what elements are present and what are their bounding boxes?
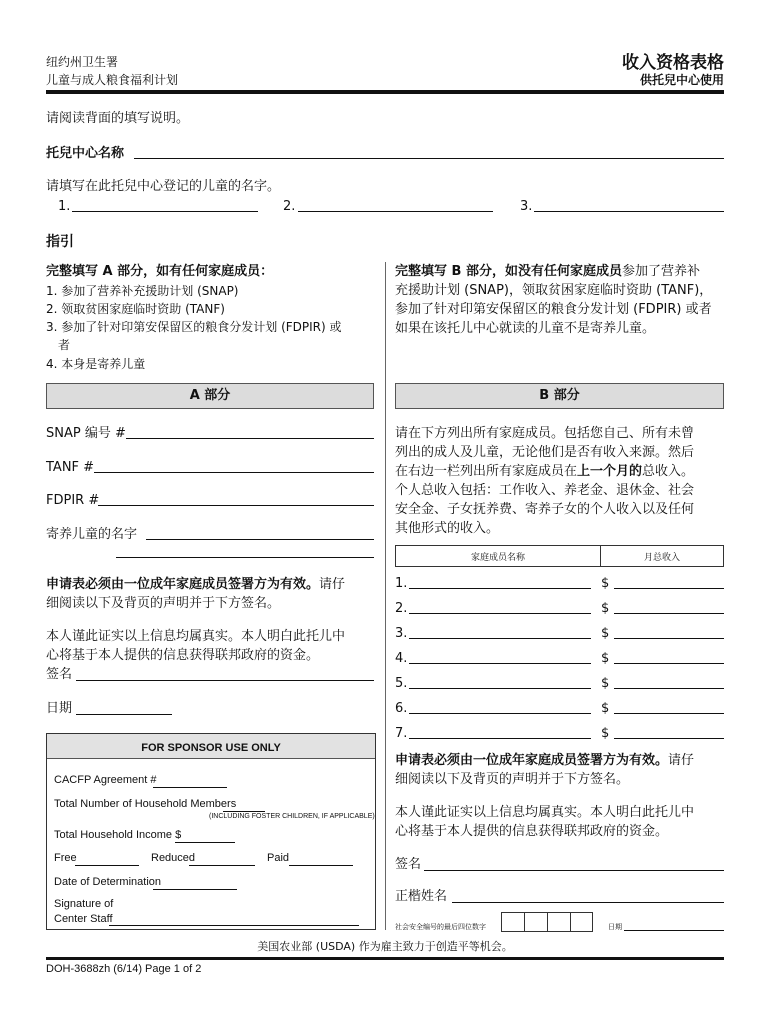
- directions-heading: 指引: [46, 234, 74, 250]
- column-divider: [385, 262, 386, 930]
- including-note: (INCLUDING FOSTER CHILDREN, IF APPLICABLE): [209, 813, 375, 820]
- part-a-header: A 部分: [46, 383, 374, 409]
- ssn-label: 社会安全编号的最后四位数字: [395, 923, 486, 931]
- tanf-number-field[interactable]: [94, 472, 374, 473]
- form-subtitle: 供托兒中心使用: [639, 73, 724, 87]
- certification-text-cont: 心将基于本人提供的信息获得联邦政府的资金。: [46, 648, 320, 663]
- child-name-field-3[interactable]: [534, 211, 724, 212]
- criteria-item: 2. 领取贫困家庭临时资助 (TANF): [46, 302, 225, 316]
- free-field[interactable]: [75, 865, 139, 866]
- reduced-field[interactable]: [189, 865, 255, 866]
- part-b-intro: 完整填写 B 部分，如没有任何家庭成员参加了营养补: [395, 264, 700, 279]
- child-num-2: 2.: [283, 199, 296, 214]
- paid-field[interactable]: [289, 865, 353, 866]
- member-name-header: 家庭成员名称: [470, 553, 525, 563]
- child-num-3: 3.: [520, 199, 533, 214]
- criteria-item: 者: [58, 338, 71, 352]
- child-name-field-1[interactable]: [72, 211, 258, 212]
- dollar-sign: $: [601, 651, 610, 666]
- monthly-income-header: 月总收入: [643, 553, 680, 563]
- household-table-header: [395, 545, 724, 567]
- cacfp-field[interactable]: [153, 787, 227, 788]
- criteria-item: 1. 参加了营养补充援助计划 (SNAP): [46, 284, 239, 298]
- household-row-number: 2.: [395, 601, 408, 616]
- household-member-name-field[interactable]: [409, 663, 591, 664]
- household-row-number: 3.: [395, 626, 408, 641]
- household-row-number: 6.: [395, 701, 408, 716]
- monthly-income-field[interactable]: [614, 738, 724, 739]
- household-members-label: Total Number of Household Members: [54, 798, 237, 810]
- sponsor-box-header: FOR SPONSOR USE ONLY: [47, 734, 375, 759]
- sign-requirement: 申请表必须由一位成年家庭成员签署方为有效。请仔: [46, 577, 346, 592]
- ssn-boxes[interactable]: [501, 912, 593, 932]
- intro-text: 请阅读背面的填写说明。: [46, 111, 190, 126]
- dollar-sign: $: [601, 726, 610, 741]
- criteria-item: 3. 参加了针对印第安保留区的粮食分发计划 (FDPIR) 或: [46, 320, 342, 334]
- certification-text-b: 本人谨此证实以上信息均属真实。本人明白此托儿中: [395, 805, 695, 820]
- date-determination-field[interactable]: [153, 889, 237, 890]
- program-name: 儿童与成人粮食福利计划: [46, 73, 179, 87]
- usda-statement: 美国农业部 (USDA) 作为雇主致力于创造平等机会。: [257, 940, 513, 953]
- snap-label: SNAP 编号 #: [46, 426, 126, 441]
- monthly-income-field[interactable]: [614, 588, 724, 589]
- tanf-label: TANF #: [46, 460, 95, 475]
- monthly-income-field[interactable]: [614, 663, 724, 664]
- snap-number-field[interactable]: [126, 438, 374, 439]
- staff-signature-label: Signature of: [54, 898, 114, 910]
- dollar-sign: $: [601, 626, 610, 641]
- criteria-item: 4. 本身是寄养儿童: [46, 357, 146, 371]
- part-a-intro: 完整填写 A 部分，如有任何家庭成员：: [46, 264, 274, 279]
- date-field-b[interactable]: [624, 930, 724, 931]
- dollar-sign: $: [601, 576, 610, 591]
- dollar-sign: $: [601, 601, 610, 616]
- center-name-label: 托兒中心名称: [46, 146, 125, 161]
- household-member-name-field[interactable]: [409, 638, 591, 639]
- signature-field-a[interactable]: [76, 680, 374, 681]
- dollar-sign: $: [601, 701, 610, 716]
- children-prompt: 请填写在此托兒中心登记的儿童的名字。: [46, 179, 281, 194]
- signature-field-b[interactable]: [424, 870, 724, 871]
- org-name: 纽约州卫生署: [46, 55, 119, 69]
- date-determination-label: Date of Determination: [54, 876, 161, 888]
- part-b-intro-line: 充援助计划 (SNAP)，领取贫困家庭临时资助 (TANF)，: [395, 283, 713, 298]
- print-name-field[interactable]: [452, 902, 724, 903]
- household-member-name-field[interactable]: [409, 613, 591, 614]
- monthly-income-field[interactable]: [614, 688, 724, 689]
- dollar-sign: $: [601, 676, 610, 691]
- staff-signature-label-cont: Center Staff: [54, 913, 113, 925]
- household-instructions: 请在下方列出所有家庭成员。包括您自己、所有未曾: [395, 426, 695, 441]
- household-member-name-field[interactable]: [409, 688, 591, 689]
- part-b-intro-line: 如果在该托儿中心就读的儿童不是寄养儿童。: [395, 321, 656, 336]
- monthly-income-field[interactable]: [614, 613, 724, 614]
- date-label-a: 日期: [46, 701, 73, 716]
- center-name-field[interactable]: [134, 158, 724, 159]
- form-id: DOH-3688zh (6/14) Page 1 of 2: [46, 963, 202, 975]
- household-row-number: 4.: [395, 651, 408, 666]
- print-name-label: 正楷姓名: [395, 889, 448, 904]
- household-income-field[interactable]: [175, 842, 235, 843]
- footer-rule: [46, 957, 724, 960]
- household-member-name-field[interactable]: [409, 713, 591, 714]
- child-num-1: 1.: [58, 199, 71, 214]
- foster-child-label: 寄养儿童的名字: [46, 527, 138, 542]
- header-rule: [46, 90, 724, 94]
- sign-requirement-b-cont: 细阅读以下及背页的声明并于下方签名。: [395, 772, 630, 787]
- household-members-field[interactable]: [223, 811, 265, 812]
- cacfp-label: CACFP Agreement #: [54, 774, 157, 786]
- date-label-b: 日期: [608, 923, 622, 931]
- household-instructions-line: 列出的成人及儿童，无论他们是否有收入来源。然后: [395, 445, 695, 460]
- household-instructions-line: 安全金、子女抚养费、寄养子女的个人收入以及任何: [395, 502, 695, 517]
- certification-text: 本人谨此证实以上信息均属真实。本人明白此托儿中: [46, 629, 346, 644]
- sign-requirement-cont: 细阅读以下及背页的声明并于下方签名。: [46, 596, 281, 611]
- household-income-label: Total Household Income $: [54, 829, 182, 841]
- sign-requirement-b: 申请表必须由一位成年家庭成员签署方为有效。请仔: [395, 753, 695, 768]
- household-instructions-line: 在右边一栏列出所有家庭成员在上一个月的总收入。: [395, 464, 695, 479]
- date-field-a[interactable]: [76, 714, 172, 715]
- form-title: 收入资格表格: [622, 53, 724, 73]
- free-label: Free: [54, 852, 77, 864]
- monthly-income-field[interactable]: [614, 638, 724, 639]
- household-instructions-line: 其他形式的收入。: [395, 521, 500, 536]
- child-name-field-2[interactable]: [298, 211, 493, 212]
- household-instructions-line: 个人总收入包括：工作收入、养老金、退休金、社会: [395, 483, 695, 498]
- part-b-header: B 部分: [395, 383, 724, 409]
- paid-label: Paid: [267, 852, 290, 864]
- fdpir-label: FDPIR #: [46, 493, 100, 508]
- signature-label-b: 签名: [395, 857, 422, 872]
- household-member-name-field[interactable]: [409, 588, 591, 589]
- foster-child-field-1[interactable]: [146, 539, 374, 540]
- certification-text-b-cont: 心将基于本人提供的信息获得联邦政府的资金。: [395, 824, 669, 839]
- reduced-label: Reduced: [151, 852, 196, 864]
- household-member-name-field[interactable]: [409, 738, 591, 739]
- staff-signature-field[interactable]: [109, 925, 359, 926]
- fdpir-number-field[interactable]: [98, 505, 374, 506]
- monthly-income-field[interactable]: [614, 713, 724, 714]
- signature-label-a: 签名: [46, 667, 73, 682]
- household-row-number: 5.: [395, 676, 408, 691]
- household-row-number: 1.: [395, 576, 408, 591]
- foster-child-field-2[interactable]: [116, 557, 374, 558]
- sponsor-box: [46, 733, 376, 930]
- part-b-intro-line: 参加了针对印第安保留区的粮食分发计划 (FDPIR) 或者: [395, 302, 712, 317]
- household-row-number: 7.: [395, 726, 408, 741]
